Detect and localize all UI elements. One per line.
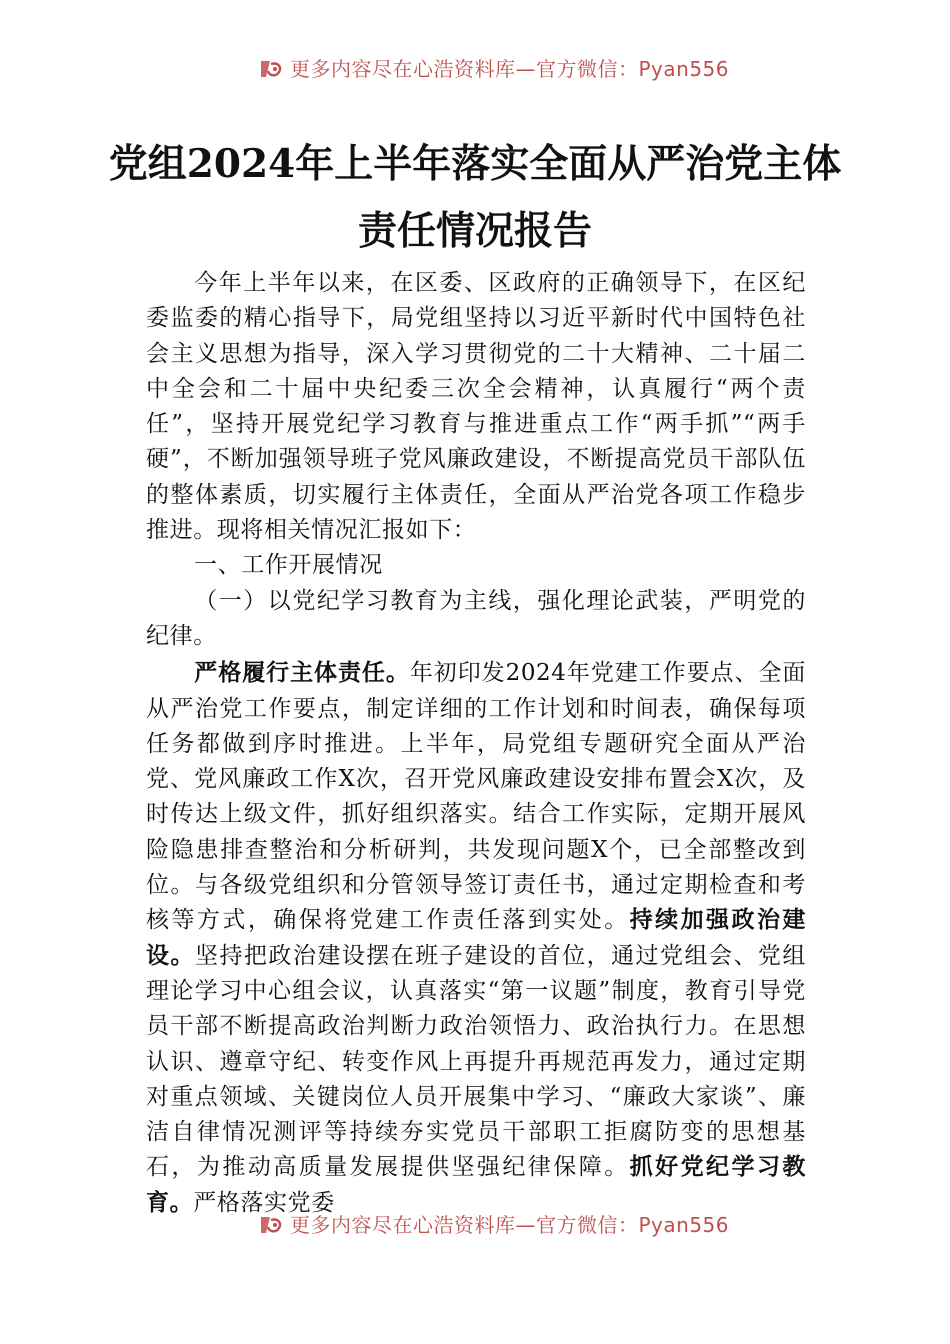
- section-heading-1: 一、工作开展情况: [194, 552, 383, 579]
- paragraph-text-2: 坚持把政治建设摆在班子建设的首位，通过党组会、党组理论学习中心组会议，认真落实“第一议题”制度，教育引导党员干部不断提高政治判断力政治领悟力、政治执行力。在思想认识、遵章守纪、转变作风上再提升再规范再发力，通过定期对重点领域、关键岗位人员开展集中学习、“廉政大家谈”、廉洁自律情况测评等持续夯实党员干部职工拒腐防变的思想基石，为推动高质量发展提供坚强纪律保障。: [146, 942, 807, 1181]
- subsection-heading-1: （一）以党纪学习教育为主线，强化理论武装，严明党的纪律。: [146, 587, 806, 649]
- watermark-banner-top: [0, 54, 950, 84]
- lead-phrase-1: 严格履行主体责任。: [194, 660, 410, 687]
- logo-icon: [258, 1213, 284, 1237]
- watermark-text: 更多内容尽在心浩资料库—官方微信：Pyan556: [290, 1213, 730, 1237]
- watermark-text: 更多内容尽在心浩资料库—官方微信：Pyan556: [290, 57, 730, 81]
- page-title-line-2: 责任情况报告: [357, 208, 592, 254]
- intro-paragraph: 今年上半年以来，在区委、区政府的正确领导下，在区纪委监委的精心指导下，局党组坚持以习近平新时代中国特色社会主义思想为指导，深入学习贯彻党的二十大精神、二十届二中全会和二十届中央纪委三次全会精神，认真履行“两个责任”，坚持开展党纪学习教育与推进重点工作“两手抓”“两手硬”，不断加强领导班子党风廉政建设，不断提高党员干部队伍的整体素质，切实履行主体责任，全面从严治党各项工作稳步推进。现将相关情况汇报如下：: [146, 270, 806, 544]
- paragraph-text-1: 年初印发2024年党建工作要点、全面从严治党工作要点，制定详细的工作计划和时间表，确保每项任务都做到序时推进。上半年，局党组专题研究全面从严治党、党风廉政工作X次，召开党风廉政建设安排布置会X次，及时传达上级文件，抓好组织落实。结合工作实际，定期开展风险隐患排查整治和分析研判，共发现问题X个，已全部整改到位。与各级党组织和分管领导签订责任书，通过定期检查和考核等方式，确保将党建工作责任落到实处。: [146, 660, 806, 934]
- watermark-banner-bottom: [0, 1210, 950, 1240]
- page-title-line-1: 党组2024年上半年落实全面从严治党主体: [108, 141, 842, 187]
- logo-icon: [258, 57, 284, 81]
- document-body: [146, 266, 806, 1221]
- paragraph-text-3: 严格落实党委: [193, 1189, 335, 1216]
- lead-phrase-3: 抓好党纪学习教育。: [146, 1154, 807, 1216]
- body-paragraph: [146, 656, 806, 1221]
- lead-phrase-2: 持续加强政治建设。: [146, 907, 807, 969]
